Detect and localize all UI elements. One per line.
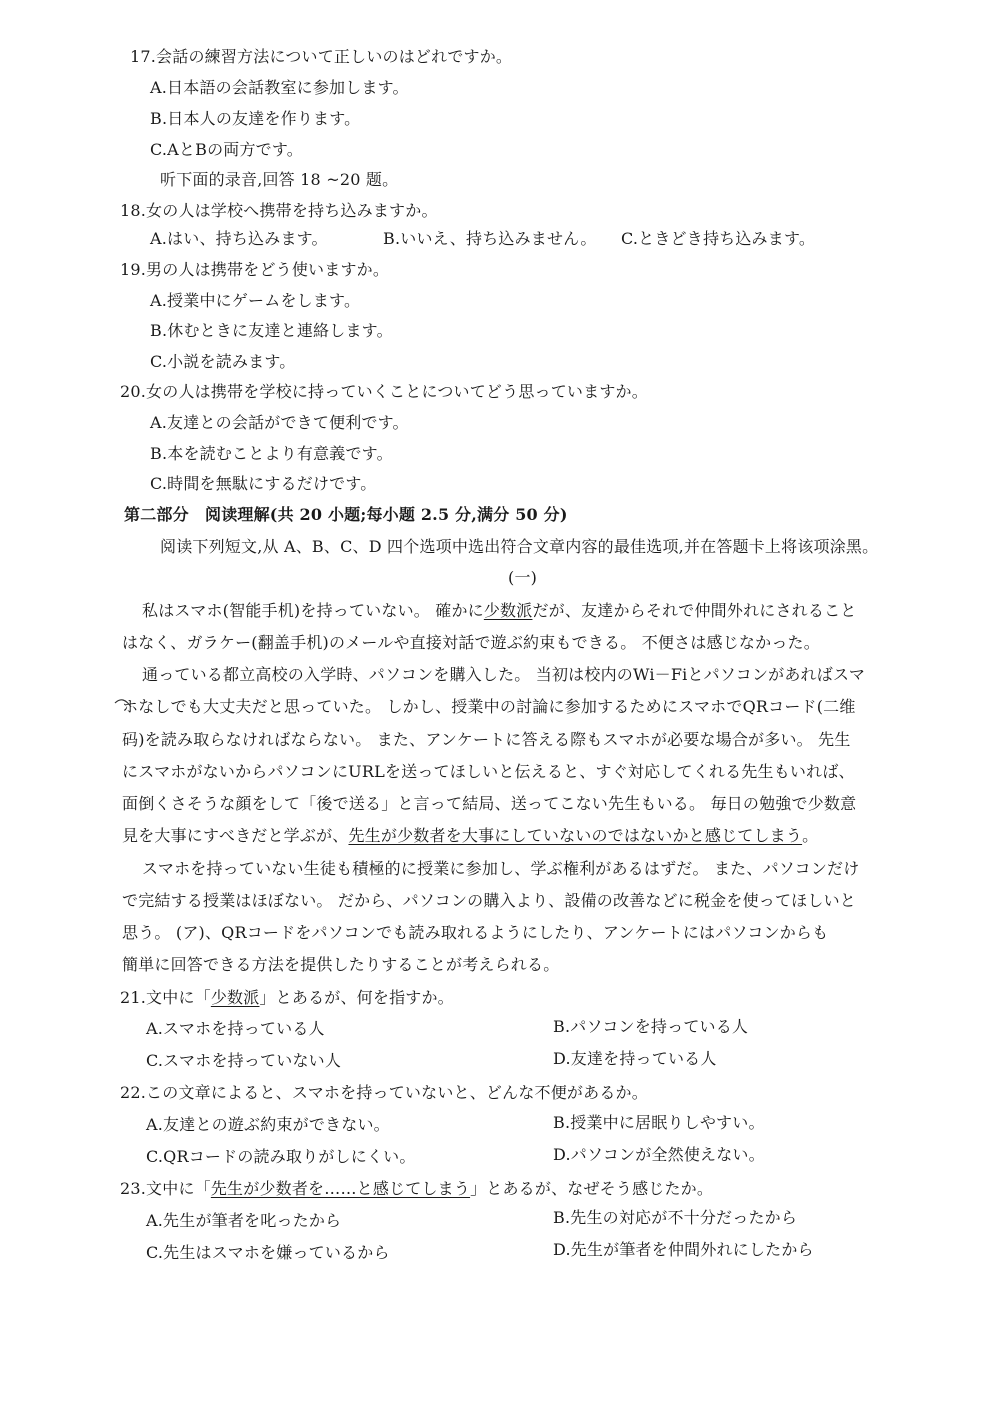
pen-mark — [113, 693, 133, 723]
q17-option-c: C.AとBの両方です。 — [150, 140, 303, 159]
q23-option-a: A.先生が筆者を叱ったから — [146, 1211, 342, 1230]
passage-line: 码)を読み取らなければならない。 また、アンケートに答える際もスマホが必要な場合が多い。 先生 — [122, 730, 851, 749]
passage-line: 私はスマホ(智能手机)を持っていない。 確かに少数派だが、友達からそれで仲間外れにされること — [142, 601, 857, 620]
q17-stem: 17.会話の練習方法について正しいのはどれですか。 — [130, 47, 513, 66]
underlined-phrase: 少数派 — [210, 988, 260, 1007]
q23-option-c: C.先生はスマホを嫌っているから — [146, 1243, 390, 1262]
q20-option-c: C.時間を無駄にするだけです。 — [150, 474, 377, 493]
passage-line: 思う。 (ア)、QRコードをパソコンでも読み取れるようにしたり、アンケートにはパソコンからも — [122, 923, 829, 942]
q21-option-c: C.スマホを持っていない人 — [146, 1051, 342, 1070]
q21-option-a: A.スマホを持っている人 — [146, 1019, 325, 1038]
q18-option-b: B.いいえ、持ち込みません。 — [383, 229, 597, 248]
passage-line: スマホを持っていない生徒も積極的に授業に参加し、学ぶ権利があるはずだ。 また、パソコンだけ — [142, 859, 860, 878]
q19-stem: 19.男の人は携帯をどう使いますか。 — [120, 260, 390, 279]
q22-option-a: A.友達との遊ぶ約束ができない。 — [146, 1115, 390, 1134]
passage-line: ホなしでも大丈夫だと思っていた。 しかし、授業中の討論に参加するためにスマホでQRコード(二维 — [122, 697, 856, 716]
q18-option-a: A.はい、持ち込みます。 — [150, 229, 328, 248]
passage-line: はなく、ガラケー(翻盖手机)のメールや直接対話で遊ぶ約束もできる。 不便さは感じなかった。 — [122, 633, 820, 652]
q18-option-c: C.ときどき持ち込みます。 — [621, 229, 816, 248]
q20-option-b: B.本を読むことより有意義です。 — [150, 444, 393, 463]
q22-stem: 22.この文章によると、スマホを持っていないと、どんな不便があるか。 — [120, 1083, 648, 1102]
underlined-sentence: 先生が少数者を……と感じてしまう — [210, 1179, 471, 1198]
q20-option-a: A.友達との会話ができて便利です。 — [150, 413, 409, 432]
q17-option-b: B.日本人の友達を作ります。 — [150, 109, 361, 128]
q21-stem: 21.文中に「少数派」とあるが、何を指すか。 — [120, 988, 454, 1007]
q19-option-c: C.小説を読みます。 — [150, 352, 296, 371]
underlined-sentence: 先生が少数者を大事にしていないのではないかと感じてしまう — [348, 826, 803, 845]
underlined-phrase: 少数派 — [483, 601, 533, 620]
q22-option-b: B.授業中に居眠りしやすい。 — [553, 1113, 765, 1132]
passage-line: 面倒くさそうな顔をして「後で送る」と言って結局、送ってこない先生もいる。 毎日の勉強で少数意 — [122, 794, 857, 813]
section-number: (一) — [508, 568, 538, 587]
passage-line: にスマホがないからパソコンにURLを送ってほしいと伝えると、すぐ対応してくれる先生もいれば、 — [122, 762, 855, 781]
passage-line: 通っている都立高校の入学時、パソコンを購入した。 当初は校内のWi－Fiとパソコンがあればスマ — [142, 665, 866, 684]
q23-stem: 23.文中に「先生が少数者を……と感じてしまう」とあるが、なぜそう感じたか。 — [120, 1179, 714, 1198]
q21-option-d: D.友達を持っている人 — [553, 1049, 717, 1068]
listening-instruction: 听下面的录音,回答 18 ~20 题。 — [160, 170, 399, 189]
q17-option-a: A.日本語の会話教室に参加します。 — [150, 78, 409, 97]
q20-stem: 20.女の人は携帯を学校に持っていくことについてどう思っていますか。 — [120, 382, 648, 401]
q22-option-d: D.パソコンが全然使えない。 — [553, 1145, 765, 1164]
q23-option-b: B.先生の対応が不十分だったから — [553, 1208, 798, 1227]
part2-heading: 第二部分 阅读理解(共 20 小题;每小题 2.5 分,满分 50 分) — [124, 505, 568, 524]
q21-option-b: B.パソコンを持っている人 — [553, 1017, 749, 1036]
q23-option-d: D.先生が筆者を仲間外れにしたから — [553, 1240, 814, 1259]
q19-option-b: B.休むときに友達と連絡します。 — [150, 321, 393, 340]
passage-line: 見を大事にすべきだと学ぶが、先生が少数者を大事にしていないのではないかと感じてしまう。 — [122, 826, 819, 845]
passage-line: 簡単に回答できる方法を提供したりすることが考えられる。 — [122, 955, 560, 974]
q22-option-c: C.QRコードの読み取りがしにくい。 — [146, 1147, 416, 1166]
part2-instruction: 阅读下列短文,从 A、B、C、D 四个选项中选出符合文章内容的最佳选项,并在答题卡上将该项涂黑。 — [160, 537, 879, 556]
passage-line: で完結する授業はほぼない。 だから、パソコンの購入より、設備の改善などに税金を使ってほしいと — [122, 891, 856, 910]
q19-option-a: A.授業中にゲームをします。 — [150, 291, 361, 310]
q18-stem: 18.女の人は学校へ携帯を持ち込みますか。 — [120, 201, 438, 220]
